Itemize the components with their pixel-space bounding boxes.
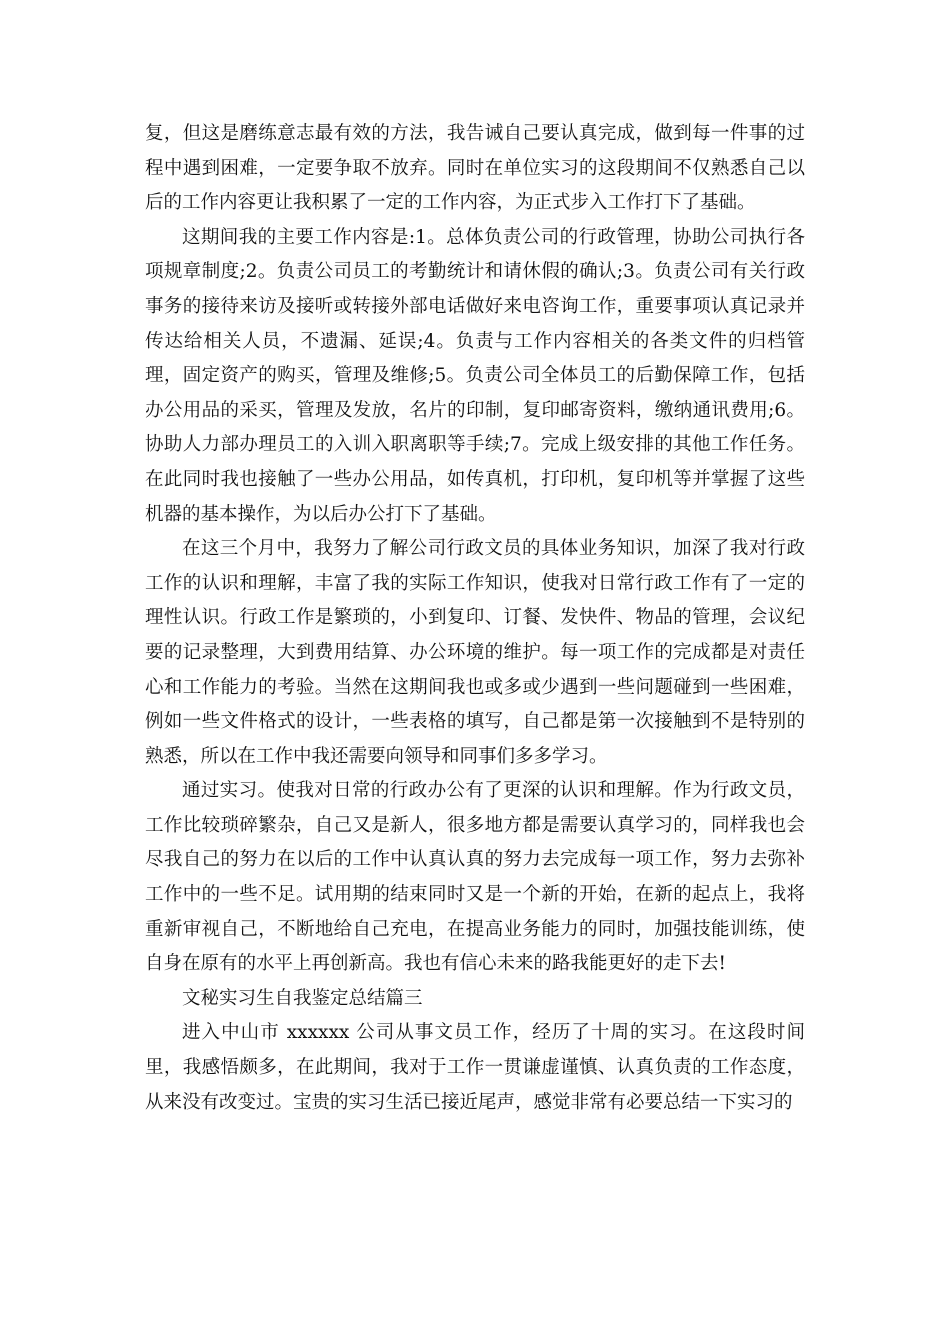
paragraph-work-content: 这期间我的主要工作内容是:1。总体负责公司的行政管理，协助公司执行各项规章制度;2。负责公司员工的考勤统计和请休假的确认;3。负责公司有关行政事务的接待来访及接听或转接外部电话做好来电咨询工作，重要事项认真记录并传达给相关人员，不遗漏、延误;4。负责与工作内容相关的各类文件的归档管理，固定资产的购买，管理及维修;5。负责公司全体员工的后勤保障工作，包括办公用品的采买，管理及发放，名片的印制，复印邮寄资料，缴纳通讯费用;6。协助人力部办理员工的入训入职离职等手续;7。完成上级安排的其他工作任务。在此同时我也接触了一些办公用品，如传真机，打印机，复印机等并掌握了这些机器的基本操作，为以后办公打下了基础。	[145, 226, 805, 525]
section-heading: 文秘实习生自我鉴定总结篇三	[182, 987, 423, 1009]
paragraph-zhongshan-intro: 进入中山市 xxxxxx 公司从事文员工作，经历了十周的实习。在这段时间里，我感悟颇多，在此期间，我对于工作一贯谦虚谨慎、认真负责的工作态度，从来没有改变过。宝贵的实习生活已接近尾声，感觉非常有必要总结一下实习的	[145, 1022, 805, 1113]
document-body	[145, 117, 805, 1120]
paragraph-through-internship: 通过实习。使我对日常的行政办公有了更深的认识和理解。作为行政文员，工作比较琐碎繁杂，自己又是新人，很多地方都是需要认真学习的，同样我也会尽我自己的努力在以后的工作中认真认真的努力去完成每一项工作，努力去弥补工作中的一些不足。试用期的结束同时又是一个新的开始，在新的起点上，我将重新审视自己，不断地给自己充电，在提高业务能力的同时，加强技能训练，使自身在原有的水平上再创新高。我也有信心未来的路我能更好的走下去!	[145, 780, 805, 975]
paragraph-continuation: 复，但这是磨练意志最有效的方法，我告诫自己要认真完成，做到每一件事的过程中遇到困难，一定要争取不放弃。同时在单位实习的这段期间不仅熟悉自己以后的工作内容更让我积累了一定的工作内容，为正式步入工作打下了基础。	[145, 123, 805, 214]
paragraph-three-months: 在这三个月中，我努力了解公司行政文员的具体业务知识，加深了我对行政工作的认识和理解，丰富了我的实际工作知识，使我对日常行政工作有了一定的理性认识。行政工作是繁琐的，小到复印、订餐、发快件、物品的管理，会议纪要的记录整理，大到费用结算、办公环境的维护。每一项工作的完成都是对责任心和工作能力的考验。当然在这期间我也或多或少遇到一些问题碰到一些困难，例如一些文件格式的设计，一些表格的填写，自己都是第一次接触到不是特别的熟悉，所以在工作中我还需要向领导和同事们多多学习。	[145, 538, 805, 767]
